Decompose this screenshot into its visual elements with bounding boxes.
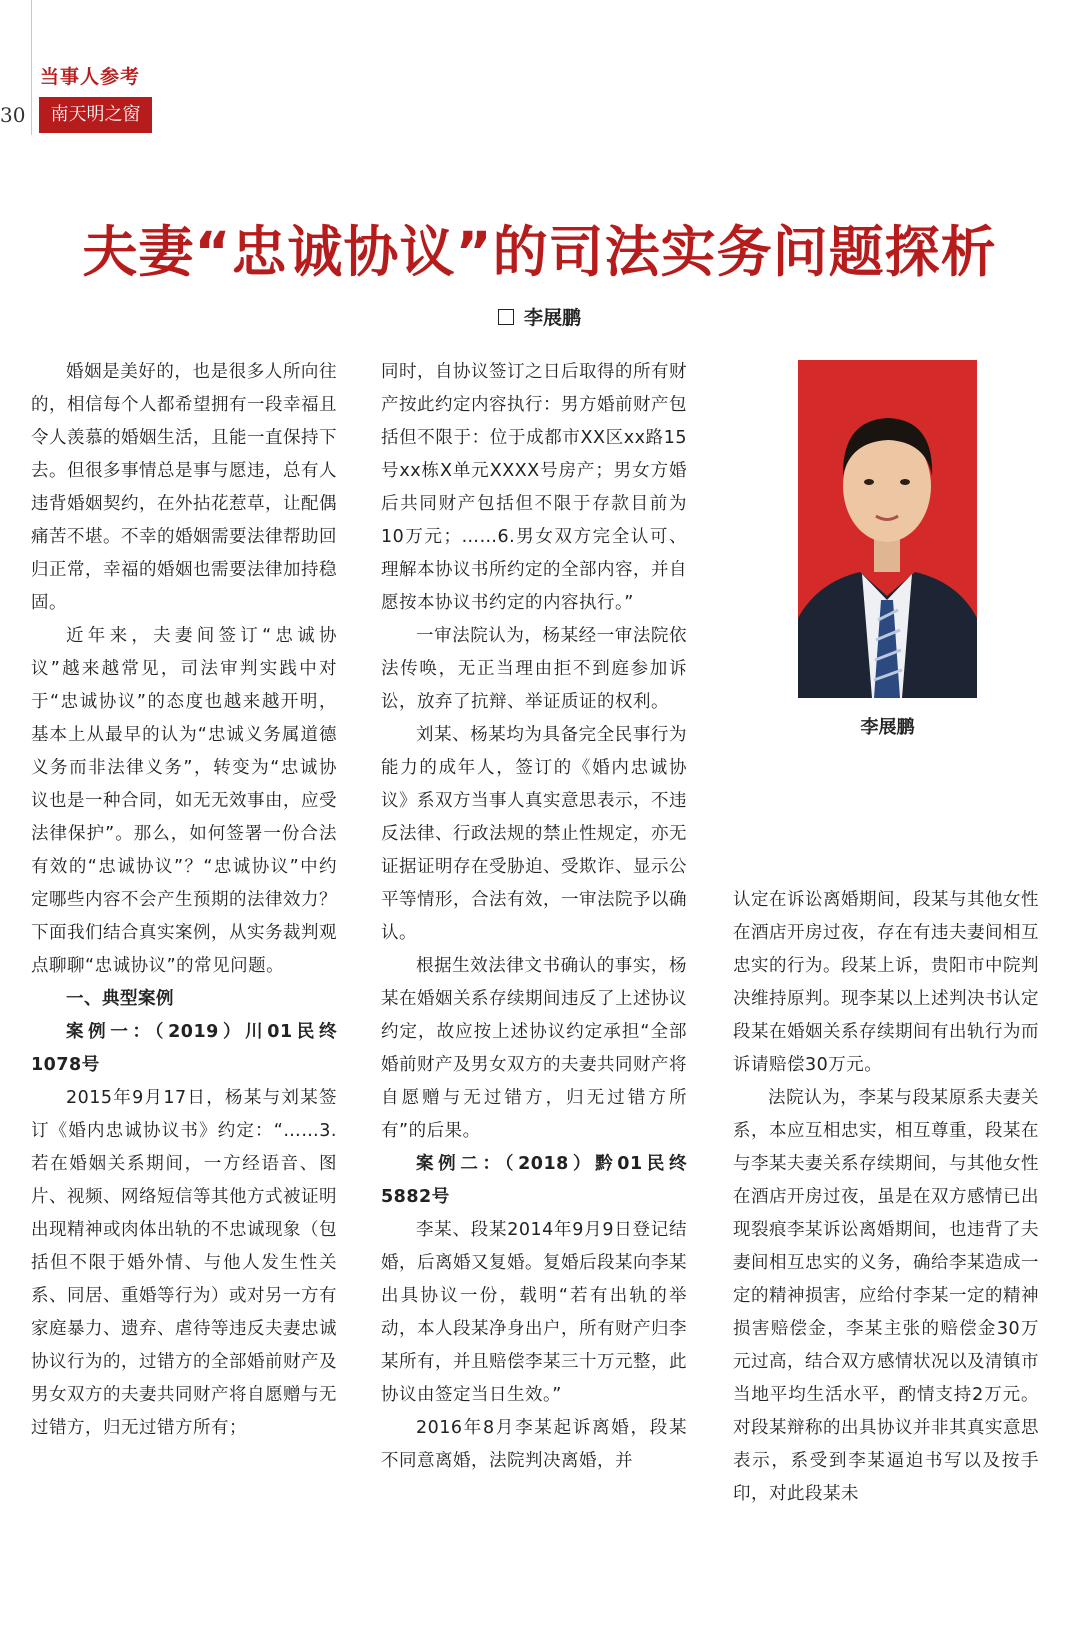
article-column-3 [733,884,1039,1511]
paragraph: 2016年8月李某起诉离婚，段某不同意离婚，法院判决离婚，并 [381,1418,687,1471]
section-label: 当事人参考 [40,66,141,88]
paragraph: 婚姻是美好的，也是很多人所向往的，相信每个人都希望拥有一段幸福且令人羡慕的婚姻生活，且能一直保持下去。但很多事情总是事与愿违，总有人违背婚姻契约，在外拈花惹草，让配偶痛苦不堪。不幸的婚姻需要法律帮助回归正常，幸福的婚姻也需要法律加持稳固。 [31,362,337,613]
paragraph: 一审法院认为，杨某经一审法院依法传唤，无正当理由拒不到庭参加诉讼，放弃了抗辩、举证质证的权利。 [381,626,687,712]
case-heading: 案例一：（2019）川01民终1078号 [31,1022,337,1075]
article-column-1 [31,356,337,1445]
paragraph: 李某、段某2014年9月9日登记结婚，后离婚又复婚。复婚后段某向李某出具协议一份，载明“若有出轨的举动，本人段某净身出户，所有财产归李某所有，并且赔偿李某三十万元整，此协议由签定当日生效。” [381,1220,687,1405]
author-name: 李展鹏 [523,307,581,329]
header-divider-line [31,0,32,135]
case-heading: 案例二：（2018）黔01民终5882号 [381,1154,687,1207]
portrait-illustration [798,360,977,698]
article-title: 夫妻“忠诚协议”的司法实务问题探析 [82,220,997,284]
paragraph: 近年来，夫妻间签订“忠诚协议”越来越常见，司法审判实践中对于“忠诚协议”的态度也越来越开明，基本上从最早的认为“忠诚义务属道德义务而非法律义务”，转变为“忠诚协议也是一种合同，如无无效事由，应受法律保护”。那么，如何签署一份合法有效的“忠诚协议”？“忠诚协议”中约定哪些内容不会产生预期的法律效力？下面我们结合真实案例，从实务裁判观点聊聊“忠诚协议”的常见问题。 [31,626,337,976]
paragraph: 认定在诉讼离婚期间，段某与其他女性在酒店开房过夜，存在有违夫妻间相互忠实的行为。段某上诉，贵阳市中院判决维持原判。现李某以上述判决书认定段某在婚姻关系存续期间有出轨行为而诉请赔偿30万元。 [733,890,1039,1075]
column-tag: 南天明之窗 [39,97,152,133]
paragraph: 法院认为，李某与段某原系夫妻关系，本应互相忠实，相互尊重，段某在与李某夫妻关系存续期间，与其他女性在酒店开房过夜，虽是在双方感情已出现裂痕李某诉讼离婚期间，也违背了夫妻间相互忠实的义务，确给李某造成一定的精神损害，应给付李某一定的精神损害赔偿金，李某主张的赔偿金30万元过高，结合双方感情状况以及清镇市当地平均生活水平，酌情支持2万元。对段某辩称的出具协议并非其真实意思表示，系受到李某逼迫书写以及按手印，对此段某未 [733,1088,1039,1504]
photo-caption: 李展鹏 [860,717,915,738]
paragraph: 2015年9月17日，杨某与刘某签订《婚内忠诚协议书》约定：“……3.若在婚姻关系期间，一方经语音、图片、视频、网络短信等其他方式被证明出现精神或肉体出轨的不忠诚现象（包括但不限于婚外情、与他人发生性关系、同居、重婚等行为）或对另一方有家庭暴力、遗弃、虐待等违反夫妻忠诚协议行为的，过错方的全部婚前财产及男女双方的夫妻共同财产将自愿赠与无过错方，归无过错方所有； [31,1088,337,1438]
byline-box-icon [498,309,514,325]
paragraph: 同时，自协议签订之日后取得的所有财产按此约定内容执行：男方婚前财产包括但不限于：位于成都市XX区xx路15号xx栋X单元XXXX号房产；男女方婚后共同财产包括但不限于存款目前为10万元；……6.男女双方完全认可、理解本协议书所约定的全部内容，并自愿按本协议书约定的内容执行。” [381,362,687,613]
author-photo [798,360,977,698]
paragraph: 根据生效法律文书确认的事实，杨某在婚姻关系存续期间违反了上述协议约定，故应按上述协议约定承担“全部婚前财产及男女双方的夫妻共同财产将自愿赠与无过错方，归无过错方所有”的后果。 [381,956,687,1141]
byline [0,303,1079,330]
paragraph: 刘某、杨某均为具备完全民事行为能力的成年人，签订的《婚内忠诚协议》系双方当事人真实意思表示，不违反法律、行政法规的禁止性规定，亦无证据证明存在受胁迫、受欺诈、显示公平等情形，合法有效，一审法院予以确认。 [381,725,687,943]
page-number: 30 [0,103,26,127]
article-column-2 [381,356,687,1478]
section-heading: 一、典型案例 [66,989,174,1009]
